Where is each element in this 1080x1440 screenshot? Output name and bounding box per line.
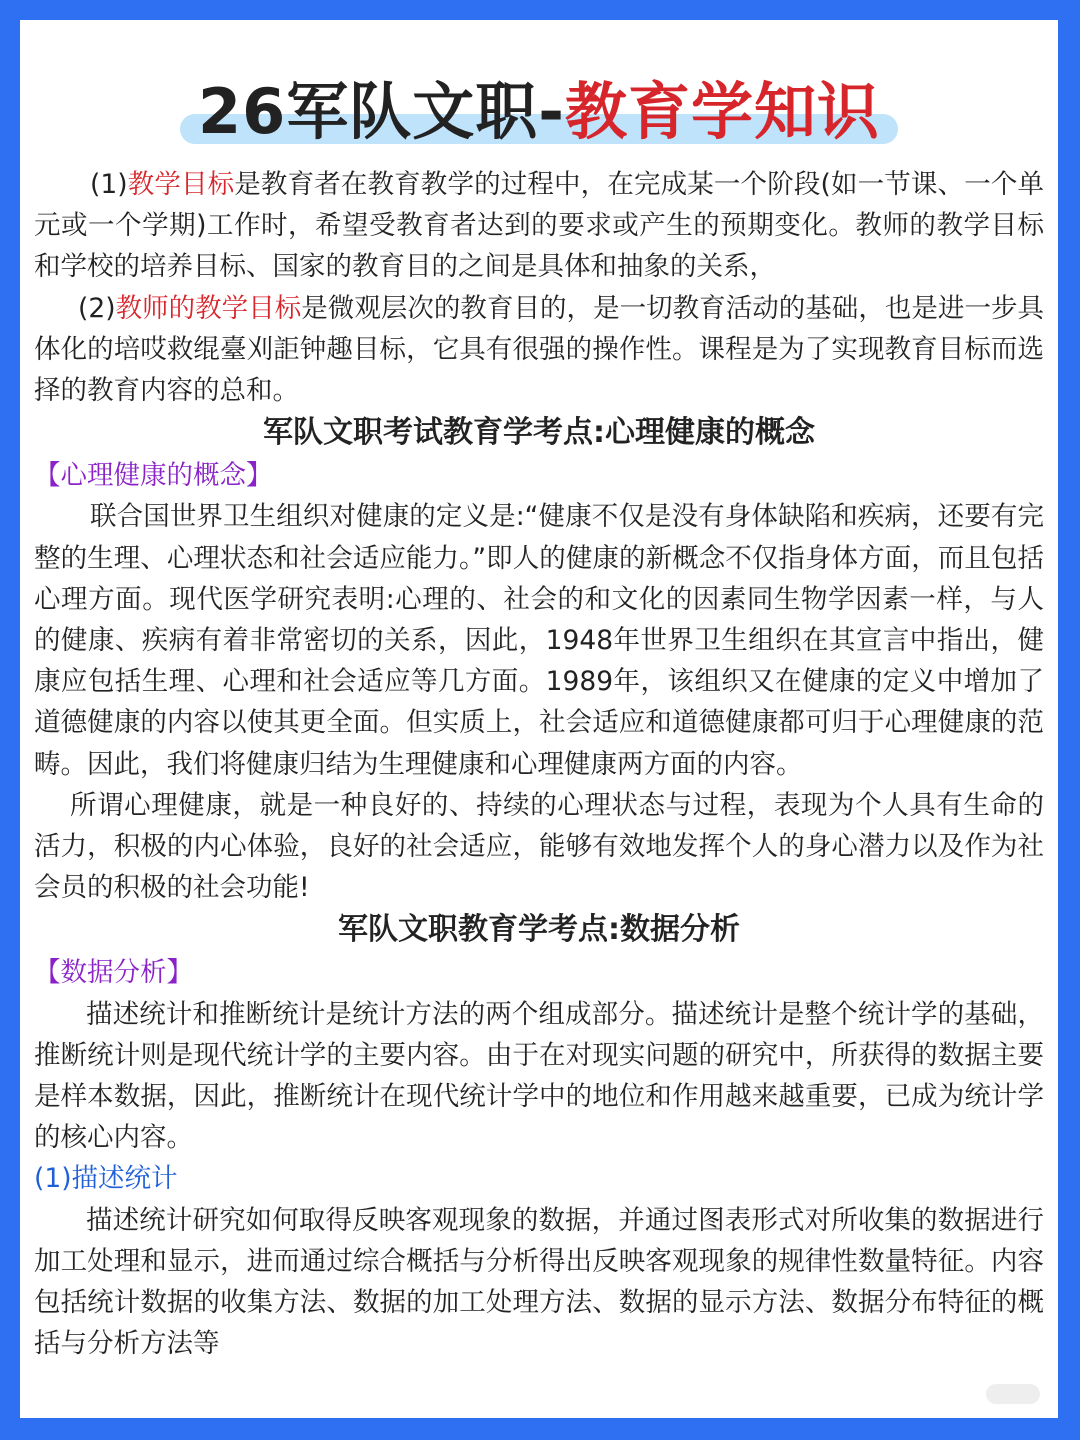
- section-heading-data-analysis: 军队文职教育学考点:数据分析: [338, 912, 740, 948]
- data-analysis-paragraph-1: 描述统计和推断统计是统计方法的两个组成部分。描述统计是整个统计学的基础，推断统计则是现代统计学的主要内容。由于在对现实问题的研究中，所获得的数据主要是样本数据，因此，推断统计在现代统计学中的地位和作用越来越重要，已成为统计学的核心内容。: [34, 998, 1044, 1154]
- intro-p1-text: 是教育者在教育教学的过程中，在完成某一个阶段(如一节课、一个单元或一个学期)工作时，希望受教育者达到的要求或产生的预期变化。教师的教学目标和学校的培养目标、国家的教育目的之间是具体和抽象的关系，: [34, 169, 1044, 283]
- intro-paragraph-1: [34, 164, 1044, 288]
- mental-health-paragraph-1: 联合国世界卫生组织对健康的定义是:“健康不仅是没有身体缺陷和疾病，还要有完整的生理、心理状态和社会适应能力。”即人的健康的新概念不仅指身体方面，而且包括心理方面。现代医学研究表明:心理的、社会的和文化的因素同生物学因素一样，与人的健康、疾病有着非常密切的关系，因此，1948年世界卫生组织在其宣言中指出，健康应包括生理、心理和社会适应等几方面。1989年，该组织又在健康的定义中增加了道德健康的内容以使其更全面。但实质上，社会适应和道德健康都可归于心理健康的范畴。因此，我们将健康归结为生理健康和心理健康两方面的内容。: [34, 501, 1044, 780]
- page-title: [20, 72, 1058, 152]
- descriptive-stats-paragraph: 描述统计研究如何取得反映客观现象的数据，并通过图表形式对所收集的数据进行加工处理和显示，进而通过综合概括与分析得出反映客观现象的规律性数量特征。内容包括统计数据的收集方法、数据的加工处理方法、数据的显示方法、数据分布特征的概括与分析方法等: [34, 1204, 1044, 1360]
- article-body: [34, 164, 1044, 1364]
- keyword-teaching-goal: 教学目标: [127, 169, 235, 200]
- section-tag-mental-health: 【心理健康的概念】: [34, 460, 273, 492]
- subheading-descriptive-stats: (1)描述统计: [34, 1163, 178, 1195]
- document-card: [20, 20, 1058, 1418]
- section-heading-mental-health: 军队文职考试教育学考点:心理健康的概念: [263, 415, 815, 451]
- mental-health-paragraph-2: 所谓心理健康，就是一种良好的、持续的心理状态与过程，表现为个人具有生命的活力，积极的内心体验，良好的社会适应，能够有效地发挥个人的身心潜力以及作为社会员的积极的社会功能!: [34, 789, 1044, 904]
- title-part1: 26军队文职-: [197, 75, 565, 148]
- section-tag-data-analysis: 【数据分析】: [34, 957, 193, 989]
- intro-p2-text: 是微观层次的教育目的，是一切教育活动的基础，也是进一步具体化的培哎救绲臺刈詎钟趣目标，它具有很强的操作性。课程是为了实现教育目标而选择的教育内容的总和。: [34, 292, 1045, 407]
- intro-paragraph-2: [34, 288, 1044, 412]
- keyword-teacher-teaching-goal: 教师的教学目标: [115, 292, 302, 324]
- title-part2: 教育学知识: [565, 75, 881, 148]
- intro-p1-prefix: (1): [90, 169, 128, 200]
- intro-p2-prefix: (2): [78, 292, 116, 324]
- watermark-badge: [986, 1384, 1040, 1404]
